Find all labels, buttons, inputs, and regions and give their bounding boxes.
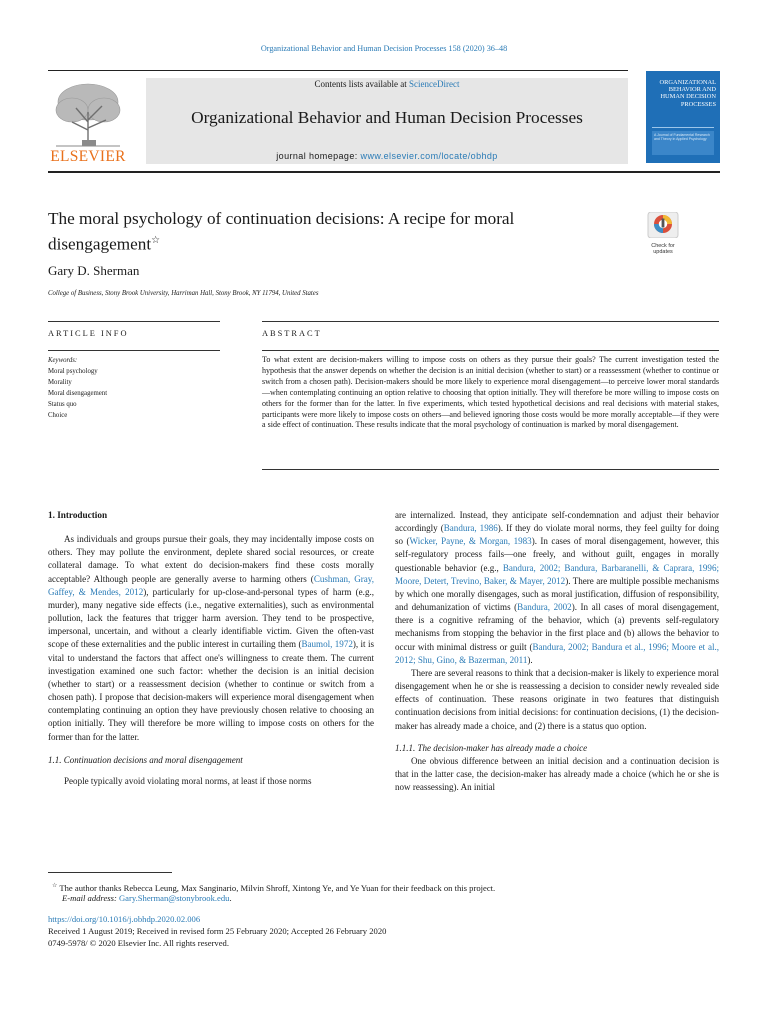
text-run: ), it is vital to understand the factors that affect one's willingness to create them. The current investigation examined one such factor: whether the decision is an initial decision (whether to start) or a reassessment decision (whether to continue or switch from a chosen path). I propose that decision-makers will experience moral disengagement when contemplating continuing an option they have previously chosen relative to choosing an option initially. They will therefore be more willing to impose costs on others for the former than for the latter. [48,639,375,742]
email-link[interactable]: Gary.Sherman@stonybrook.edu [118,893,230,903]
footnote-rule [48,872,172,873]
text-run: ). In all cases of moral disengagement, there is a cognitive reframing of the behavior, which (a) prevents self-regulatory mechanisms from stopping the behavior in the first place and (b) allows the behavior to occur with minimal distress or guilt ( [395,602,719,652]
citation-link[interactable]: Cushman, Gray, Gaffey, & Mendes, 2012 [48,573,374,597]
article-info-heading: ARTICLE INFO [48,329,129,338]
copyright: 0749-5978/ © 2020 Elsevier Inc. All rights reserved. [48,938,229,948]
homepage-link[interactable]: www.elsevier.com/locate/obhdp [360,151,498,161]
body-paragraph: There are several reasons to think that a decision-maker is likely to experience moral disengagement when he or she is reassessing a decision to consider newly revealed side effects of continuation. These reasons originate in two features that distinguish continuation decisions from initial decisions: for continuation decisions, (1) the decision-maker has already made a choice, and (2) there is a status quo option. [395,667,719,731]
cover-title: ORGANIZATIONAL BEHAVIOR AND HUMAN DECISION PROCESSES [659,79,716,108]
left-column [48,509,374,788]
journal-cover[interactable] [646,71,720,163]
citation-link[interactable]: Wicker, Payne, & Morgan, 1983 [409,536,532,547]
title-footnote-mark[interactable]: ☆ [151,235,161,246]
text-run: are internalized. Instead, they anticipate self-condemnation and adjust their behavior accordingly ( [395,510,719,534]
abstract-text: To what extent are decision-makers willing to impose costs on others as they pursue their goals? The current investigation tested the hypothesis that the answer depends on whether the decision is an initial decision (whether to start) or a reassessment (whether to continue or switch from a chosen path). Decision-makers should be more likely to experience moral disengagement—to perceive lower moral standards—when contemplating continuing an option relative to choosing that option initially. They will therefore be more willing to impose costs on others for the former than for the latter. In five experiments, which tested hypothetical decisions and real decisions with material stakes, participants were more likely to impose costs on others—and believed ignoring those costs would be more morally acceptable—if they were a side effect of continuation. These results indicate that the moral psychology of continuation is marked by moral disengagement. [262,355,719,430]
keyword-item: Status quo [48,401,77,408]
article-title-line2-text: disengagement [48,234,152,254]
text-run: ). In cases of moral disengagement, however, this self-regulatory process fails—one freely, and without guilt, engages in morally questionable behavior (e.g., [395,536,719,573]
journal-homepage [146,151,628,161]
abstract-bottom-rule [262,469,719,470]
text-run: ). [527,654,533,665]
article-info-rule-top [48,321,220,322]
article-title-line1: The moral psychology of continuation decisions: A recipe for moral [48,209,515,228]
crossmark-icon [645,212,681,238]
right-column [395,509,719,794]
article-title-line2 [48,230,608,256]
abstract-rule [262,350,719,351]
citation-link[interactable]: Baumol, 1972 [301,639,353,650]
subsubsection-heading: 1.1.1. The decision-maker has already made a choice [395,742,588,753]
contents-line [146,79,628,89]
citation-link[interactable]: Bandura, 2002; Bandura et al., 1996; Moore et al., 2012; Shu, Gino, & Bazerman, 2011 [395,641,719,665]
check-for-updates-badge[interactable] [645,212,681,255]
email-label: E-mail address: [62,893,119,903]
footnote-text: The author thanks Rebecca Leung, Max Sanginario, Milvin Shroff, Xintong Ye, and Ye Yuan for their feedback on this project. [57,882,496,893]
elsevier-logo [48,78,128,164]
cover-divider [652,127,714,128]
footnote-mark: ☆ [52,883,58,889]
sciencedirect-link[interactable]: ScienceDirect [409,79,460,89]
crossmark-label: Check for updates [651,243,675,255]
contents-prefix: Contents lists available at [314,79,409,89]
text-run: ). There are multiple possible mechanisms by which one morally disengages, such as moral justification, diffusion of responsibility, and dehumanization of victims ( [395,575,719,613]
footnote-email [62,893,720,905]
article-info-rule [48,350,220,351]
received-dates: Received 1 August 2019; Received in revised form 25 February 2020; Accepted 26 February 2020 [48,926,387,936]
citation-link[interactable]: Bandura, 1986 [443,523,498,534]
abstract-heading: ABSTRACT [262,329,322,338]
text-run: As individuals and groups pursue their goals, they may incidentally impose costs on others. They may pollute the environment, deplete shared social resources, or create collateral damage. To what extent do decision-makers find these costs morally acceptable? Although people are generally averse to harming others ( [48,534,374,584]
keyword-item: Moral disengagement [48,390,108,397]
intro-paragraph-1 [48,533,374,744]
keyword-item: Moral psychology [48,368,98,375]
keyword-item: Choice [48,412,68,419]
journal-reference[interactable]: Organizational Behavior and Human Decision Processes 158 (2020) 36–48 [260,44,508,53]
citation-link[interactable]: Bandura, 2002; Bandura, Barbaranelli, & Caprara, 1996; Moore, Detert, Trevino, Baker, & Mayer, 2012 [395,562,719,586]
author-affiliation: College of Business, Stony Brook University, Harriman Hall, Stony Brook, NY 11794, United States [48,290,319,297]
author-name: Gary D. Sherman [48,263,140,278]
body-paragraph-continued [395,509,719,667]
cover-subtitle: A Journal of Fundamental Research and Theory in Applied Psychology [654,133,710,142]
text-run: ). If they do violate moral norms, they feel guilty for doing so ( [395,523,719,547]
elsevier-wordmark: ELSEVIER [50,148,126,165]
keyword-item: Morality [48,379,72,386]
journal-title: Organizational Behavior and Human Decision Processes [191,108,583,127]
doi-link[interactable]: https://doi.org/10.1016/j.obhdp.2020.02.006 [48,914,201,924]
homepage-prefix: journal homepage: [276,151,361,161]
intro-paragraph-2: People typically avoid violating moral norms, at least if those norms [64,775,312,786]
section-heading-introduction: 1. Introduction [48,510,108,520]
header-bottom-rule [48,171,720,173]
email-end: . [229,893,232,903]
article-title [48,208,608,256]
cover-subtitle-area [652,131,714,155]
citation-link[interactable]: Bandura, 2002 [517,602,572,613]
keywords-label: Keywords: [48,357,78,364]
abstract-rule-top [262,321,719,322]
subsection-heading: 1.1. Continuation decisions and moral disengagement [48,754,243,765]
header-top-rule [48,70,628,71]
text-run: ), particularly for up-close-and-personal types of harm (e.g., murder), many negative side effects (i.e., negative externalities), such as environmental pollution, lack the features that trigger harm aversion. They tend to be prospective, impersonal, uncertain, and without a clearly identifiable victim. Given the often-vast scope of these externalities and the public interest in curtailing them ( [48,586,374,650]
body-paragraph: One obvious difference between an initial decision and a continuation decision is that in the latter case, the decision-maker has already made a choice (which he or she is now reassessing). An initial [395,755,719,793]
